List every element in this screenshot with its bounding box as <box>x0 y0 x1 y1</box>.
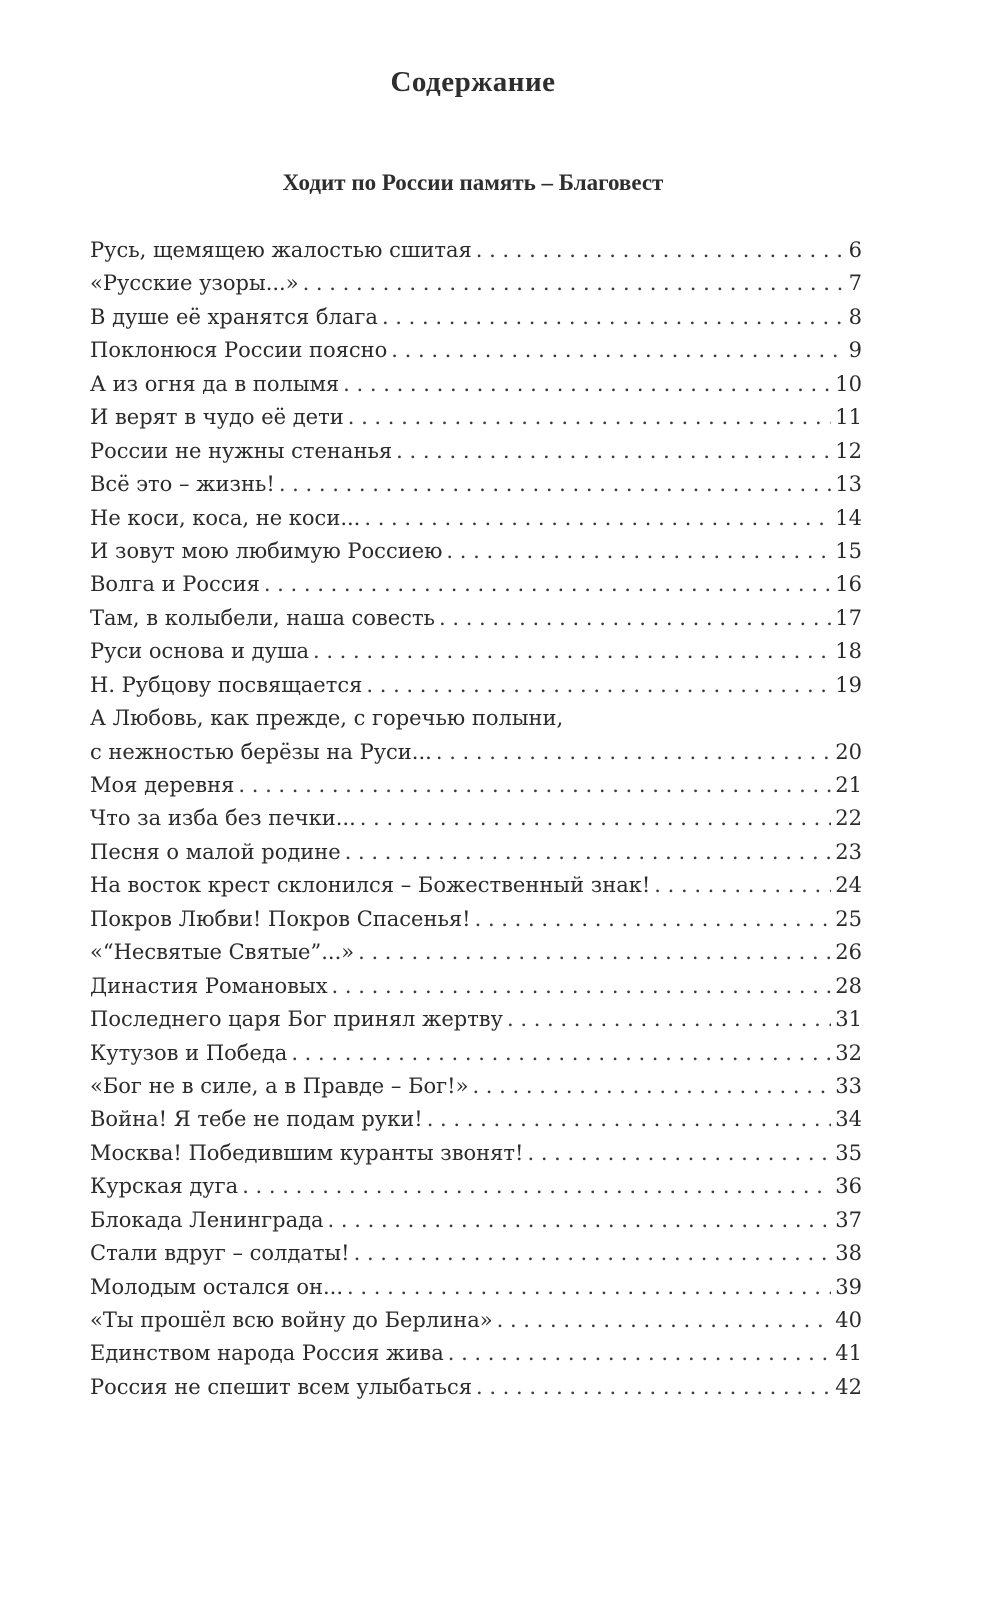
toc-entry-title: Н. Рубцову посвящается <box>90 672 363 697</box>
toc-entry <box>90 1304 862 1337</box>
toc-page-number: 9 <box>848 338 862 363</box>
toc-entry-title: Единством народа Россия жива <box>90 1341 444 1366</box>
dot-leader <box>527 1137 831 1170</box>
toc-entry <box>90 1103 862 1136</box>
toc-page-number: 26 <box>835 940 862 965</box>
dot-leader <box>358 936 831 969</box>
toc-page-number: 14 <box>835 505 862 530</box>
toc-entry <box>90 535 862 568</box>
toc-page-number: 15 <box>835 538 862 563</box>
toc-entry <box>90 635 862 668</box>
dot-leader <box>476 1371 831 1404</box>
toc-entry-title: России не нужны стенанья <box>90 438 393 463</box>
dot-leader <box>396 435 831 468</box>
toc-page-number: 11 <box>835 405 862 430</box>
dot-leader <box>313 635 831 668</box>
toc-entry <box>90 970 862 1003</box>
dot-leader <box>472 1070 831 1103</box>
toc-entry <box>90 334 862 367</box>
toc-entry <box>90 669 862 702</box>
toc-page-number: 39 <box>835 1274 862 1299</box>
toc-page-number: 21 <box>835 773 862 798</box>
toc-page-number: 36 <box>835 1174 862 1199</box>
toc-entry-title: Всё это – жизнь! <box>90 472 275 497</box>
toc-entry <box>90 301 862 334</box>
toc-entry <box>90 468 862 501</box>
toc-entry <box>90 1371 862 1404</box>
dot-leader <box>436 736 831 769</box>
page-title: Содержание <box>390 66 556 98</box>
toc-entry <box>90 568 862 601</box>
dot-leader <box>391 334 844 367</box>
toc-entry-title: А Любовь, как прежде, с горечью полыни, <box>90 706 564 731</box>
toc-entry-title: На восток крест склонился – Божественный знак! <box>90 873 651 898</box>
toc-page-number: 41 <box>835 1341 862 1366</box>
dot-leader <box>448 1337 832 1370</box>
toc-page-number: 8 <box>848 304 862 329</box>
toc-entry <box>90 602 862 635</box>
toc-entry-title: «Ты прошёл всю войну до Берлина» <box>90 1308 493 1333</box>
toc-page-number: 6 <box>848 238 862 262</box>
toc-entry-title: Там, в колыбели, наша совесть <box>90 605 435 630</box>
dot-leader <box>345 836 832 869</box>
dot-leader <box>347 1271 831 1304</box>
toc-page-number: 24 <box>835 873 862 898</box>
toc-page-number: 31 <box>835 1007 862 1032</box>
toc-entry-title: Стали вдруг – солдаты! <box>90 1241 350 1266</box>
toc-entry <box>90 1271 862 1304</box>
toc-page-number: 20 <box>835 739 862 764</box>
dot-leader <box>242 1170 831 1203</box>
toc-entry-title: Моя деревня <box>90 773 235 798</box>
toc-entry <box>90 903 862 936</box>
dot-leader <box>360 802 832 835</box>
toc-page-number: 33 <box>835 1073 862 1098</box>
toc-entry <box>90 234 862 267</box>
toc-entry-title: Династия Романовых <box>90 973 328 998</box>
dot-leader <box>279 468 831 501</box>
dot-leader <box>303 267 845 300</box>
toc-entry-title: В душе её хранятся блага <box>90 304 378 329</box>
toc-entry-title: Россия не спешит всем улыбаться <box>90 1374 472 1399</box>
toc-page-number: 23 <box>835 839 862 864</box>
toc-entry <box>90 1170 862 1203</box>
toc-entry <box>90 802 862 835</box>
toc-page-number: 25 <box>835 906 862 931</box>
toc-page-number: 32 <box>835 1040 862 1065</box>
toc-page-number: 17 <box>835 605 862 630</box>
toc-entry-title: «“Несвятые Святые”...» <box>90 940 355 965</box>
dot-leader <box>427 1103 832 1136</box>
toc-entry-title: Кутузов и Победа <box>90 1040 288 1065</box>
toc-entry-title: Молодым остался он... <box>90 1274 344 1299</box>
toc-entry <box>90 769 862 802</box>
toc-entry-title: Русь, щемящею жалостью сшитая <box>90 238 472 262</box>
toc-entry <box>90 936 862 969</box>
toc-entry-title: Песня о малой родине <box>90 839 341 864</box>
toc-entry-title: А из огня да в полымя <box>90 371 340 396</box>
toc-entry <box>90 869 862 902</box>
dot-leader <box>264 568 831 601</box>
dot-leader <box>654 869 831 902</box>
toc-page-number: 19 <box>835 672 862 697</box>
toc-page-number: 38 <box>835 1241 862 1266</box>
toc-entry <box>90 1237 862 1270</box>
toc-page-number: 18 <box>835 639 862 664</box>
dot-leader <box>332 970 832 1003</box>
toc-entry <box>90 502 862 535</box>
toc-entry <box>90 1204 862 1237</box>
toc-entry-title: Курская дуга <box>90 1174 239 1199</box>
dot-leader <box>348 401 832 434</box>
toc-entry-title: Война! Я тебе не подам руки! <box>90 1107 423 1132</box>
toc-entry-title: Поклонюся России поясно <box>90 338 388 363</box>
toc-entry-title: Блокада Ленинграда <box>90 1207 324 1232</box>
toc-entry-title: И зовут мою любимую Россиею <box>90 538 443 563</box>
toc-page-number: 10 <box>835 371 862 396</box>
dot-leader <box>343 368 831 401</box>
toc-entry-title: И верят в чудо её дети <box>90 405 344 430</box>
toc-entry <box>90 401 862 434</box>
toc-page-number: 7 <box>848 271 862 296</box>
toc-page-number: 35 <box>835 1140 862 1165</box>
section-title: Ходит по России память – Благовест <box>282 170 664 195</box>
toc-entry <box>90 1137 862 1170</box>
dot-leader <box>328 1204 832 1237</box>
toc-page-number: 34 <box>835 1107 862 1132</box>
toc-page-number: 16 <box>835 572 862 597</box>
dot-leader <box>439 602 831 635</box>
toc-entry-title: Не коси, коса, не коси... <box>90 505 361 530</box>
dot-leader <box>497 1304 832 1337</box>
toc-entry <box>90 267 862 300</box>
toc-entry-title: «Бог не в силе, а в Правде – Бог!» <box>90 1073 469 1098</box>
dot-leader <box>354 1237 832 1270</box>
dot-leader <box>238 769 831 802</box>
toc-page-number: 28 <box>835 973 862 998</box>
toc-entry-title: Покров Любви! Покров Спасенья! <box>90 906 471 931</box>
toc-entry-title: «Русские узоры...» <box>90 271 299 296</box>
dot-leader <box>446 535 831 568</box>
dot-leader <box>476 234 845 267</box>
toc-entry-title: Что за изба без печки... <box>90 806 356 831</box>
toc-entry <box>90 1337 862 1370</box>
dot-leader <box>475 903 832 936</box>
toc-entry <box>90 1037 862 1070</box>
dot-leader <box>382 301 845 334</box>
toc-entry-title: Москва! Победившим куранты звонят! <box>90 1140 524 1165</box>
table-of-contents <box>90 234 862 1404</box>
toc-page-number: 12 <box>835 438 862 463</box>
toc-entry <box>90 435 862 468</box>
dot-leader <box>364 502 831 535</box>
toc-page-number: 42 <box>835 1374 862 1399</box>
toc-page-number: 40 <box>835 1308 862 1333</box>
dot-leader <box>366 669 831 702</box>
dot-leader <box>291 1037 831 1070</box>
toc-page-number: 37 <box>835 1207 862 1232</box>
toc-page-number: 13 <box>835 472 862 497</box>
toc-page-number: 22 <box>835 806 862 831</box>
toc-entry-title: Последнего царя Бог принял жертву <box>90 1007 503 1032</box>
toc-entry <box>90 1070 862 1103</box>
toc-entry <box>90 1003 862 1036</box>
toc-entry <box>90 368 862 401</box>
dot-leader <box>507 1003 831 1036</box>
toc-entry <box>90 836 862 869</box>
toc-entry-title: Руси основа и душа <box>90 639 309 664</box>
toc-entry-title-continued: с нежностью берёзы на Руси... <box>90 739 432 764</box>
toc-entry <box>90 702 862 769</box>
toc-entry-title: Волга и Россия <box>90 572 260 597</box>
